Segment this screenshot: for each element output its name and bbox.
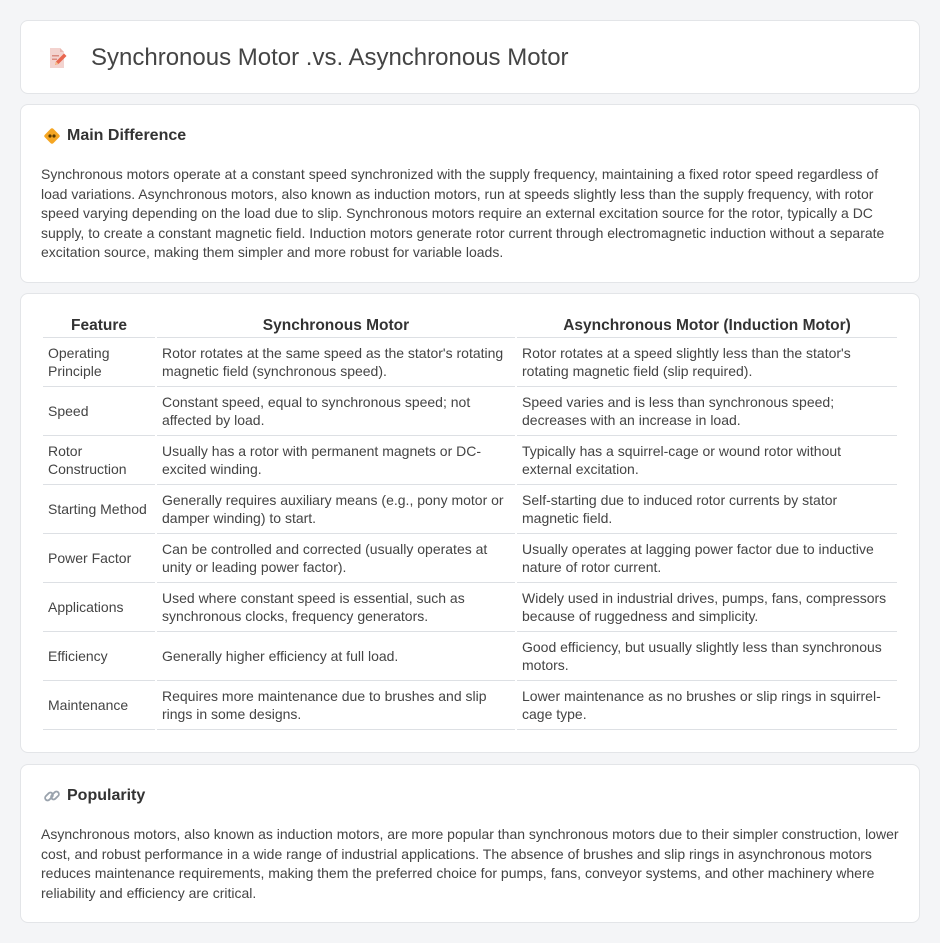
feature-cell: Maintenance [43, 681, 155, 730]
main-difference-card [20, 104, 920, 283]
feature-cell: Power Factor [43, 534, 155, 583]
synchronous-cell: Rotor rotates at the same speed as the stator's rotating magnetic field (synchronous speed). [157, 338, 515, 387]
main-difference-text: Synchronous motors operate at a constant speed synchronized with the supply frequency, maintaining a fixed rotor speed regardless of load variations. Asynchronous motors, also known as induction motors, run at speeds slightly less than the supply frequency, with rotor speed varying depending on the load due to slip. Synchronous motors require an external excitation source for the rotor, typically a DC supply, to create a constant magnetic field. Induction motors generate rotor current through electromagnetic induction without a separate excitation source, making them simpler and more robust for variable loads. [41, 166, 885, 261]
main-difference-title: Main Difference [67, 127, 187, 144]
synchronous-cell: Requires more maintenance due to brushes and slip rings in some designs. [157, 681, 515, 730]
table-row [43, 583, 897, 632]
table-header-row [43, 316, 897, 338]
synchronous-cell: Generally higher efficiency at full load. [157, 632, 515, 681]
link-icon [43, 787, 61, 805]
feature-cell: Rotor Construction [43, 436, 155, 485]
feature-cell: Efficiency [43, 632, 155, 681]
asynchronous-cell: Self-starting due to induced rotor currents by stator magnetic field. [517, 485, 897, 534]
table-row [43, 534, 897, 583]
document-edit-icon [45, 46, 69, 70]
asynchronous-cell: Typically has a squirrel-cage or wound rotor without external excitation. [517, 436, 897, 485]
feature-cell: Starting Method [43, 485, 155, 534]
asynchronous-cell: Usually operates at lagging power factor due to inductive nature of rotor current. [517, 534, 897, 583]
synchronous-cell: Usually has a rotor with permanent magnets or DC-excited winding. [157, 436, 515, 485]
table-row [43, 387, 897, 436]
column-header: Feature [43, 316, 155, 338]
table-row [43, 632, 897, 681]
column-header: Asynchronous Motor (Induction Motor) [517, 316, 897, 338]
comparison-table [41, 316, 899, 730]
main-difference-header [43, 127, 186, 145]
synchronous-cell: Used where constant speed is essential, such as synchronous clocks, frequency generators. [157, 583, 515, 632]
synchronous-cell: Constant speed, equal to synchronous speed; not affected by load. [157, 387, 515, 436]
asynchronous-cell: Good efficiency, but usually slightly less than synchronous motors. [517, 632, 897, 681]
popularity-header [43, 787, 145, 805]
comparison-table-card [20, 293, 920, 753]
asynchronous-cell: Lower maintenance as no brushes or slip rings in squirrel-cage type. [517, 681, 897, 730]
asynchronous-cell: Widely used in industrial drives, pumps, fans, compressors because of ruggedness and simplicity. [517, 583, 897, 632]
table-row [43, 436, 897, 485]
synchronous-cell: Generally requires auxiliary means (e.g., pony motor or damper winding) to start. [157, 485, 515, 534]
table-row [43, 338, 897, 387]
table-row [43, 485, 897, 534]
feature-cell: Operating Principle [43, 338, 155, 387]
feature-cell: Speed [43, 387, 155, 436]
table-row [43, 681, 897, 730]
asynchronous-cell: Speed varies and is less than synchronous speed; decreases with an increase in load. [517, 387, 897, 436]
asynchronous-cell: Rotor rotates at a speed slightly less than the stator's rotating magnetic field (slip required). [517, 338, 897, 387]
column-header: Synchronous Motor [157, 316, 515, 338]
synchronous-cell: Can be controlled and corrected (usually operates at unity or leading power factor). [157, 534, 515, 583]
feature-cell: Applications [43, 583, 155, 632]
popularity-text: Asynchronous motors, also known as induction motors, are more popular than synchronous motors due to their simpler construction, lower cost, and robust performance in a wide range of industrial applications. The absence of brushes and slip rings in asynchronous motors reduces maintenance requirements, making them the preferred choice for pumps, fans, conveyor systems, and other machinery where reliability and efficiency are critical. [41, 826, 899, 901]
page-title: Synchronous Motor .vs. Asynchronous Motor [91, 44, 569, 71]
title-row [45, 43, 569, 73]
diamond-sign-icon [43, 127, 61, 145]
popularity-card [20, 764, 920, 923]
title-card [20, 20, 920, 94]
popularity-title: Popularity [67, 787, 146, 804]
